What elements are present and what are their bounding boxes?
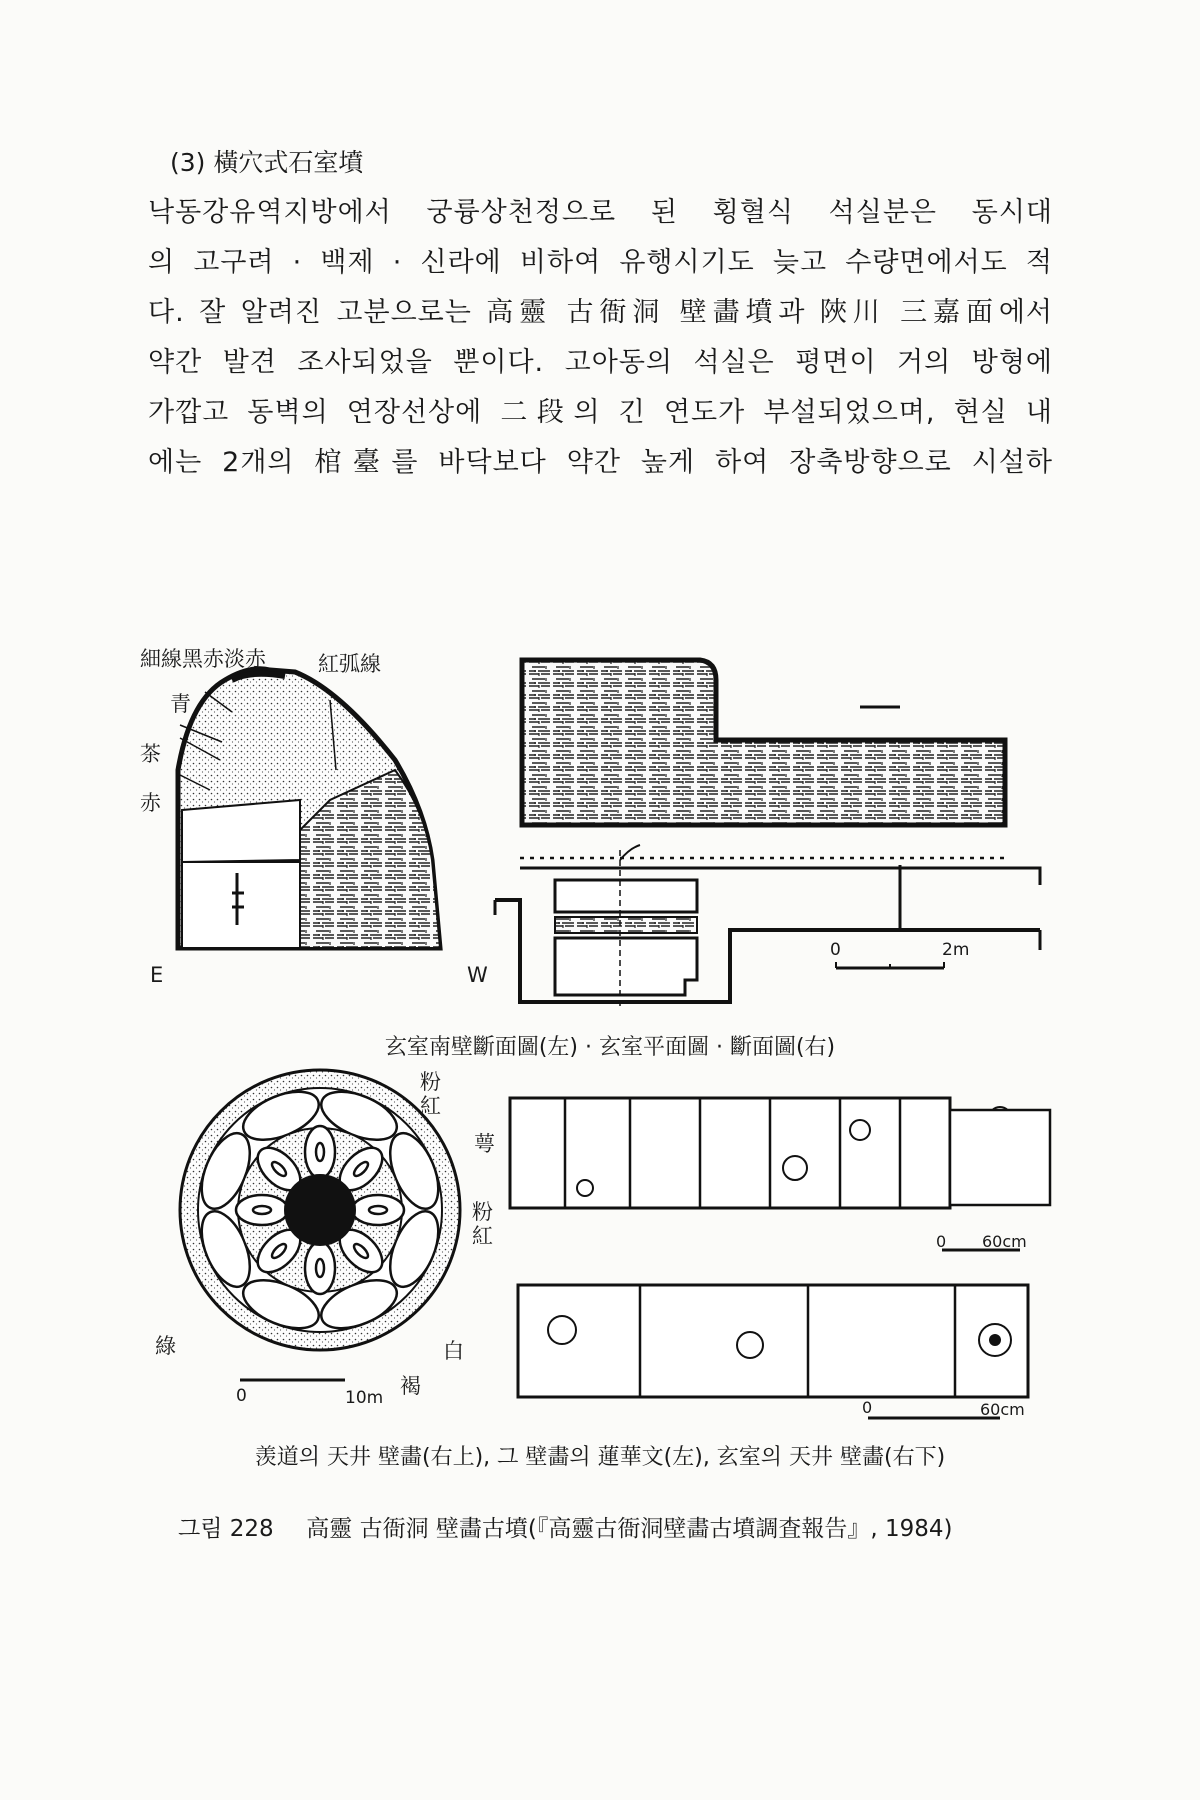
lower-scale-zero: 0 — [862, 1398, 873, 1417]
label-brown: 褐 — [400, 1374, 421, 1398]
inner-petal — [305, 1242, 335, 1294]
figure-caption — [178, 1510, 1038, 1543]
figure-title: 高靈 古衙洞 壁畵古墳(『高靈古衙洞壁畵古墳調査報告』, 1984) — [306, 1516, 953, 1542]
label-fine-lines: 細線黑赤淡赤 — [140, 647, 266, 671]
label-calyx: 萼 — [474, 1132, 495, 1156]
paragraph-line: 의 고구려 · 백제 · 신라에 비하여 유행시기도 늦고 수량면에서도 적 — [148, 247, 1053, 278]
paragraph-line: 가깝고 동벽의 연장선상에 二段의 긴 연도가 부설되었으며, 현실 내 — [148, 397, 1053, 428]
lotus-scale-10m: 10m — [345, 1388, 384, 1408]
label-east: E — [150, 963, 164, 987]
bottom-figure-caption: 羡道의 天井 壁畵(右上), 그 壁畵의 蓮華文(左), 玄室의 天井 壁畵(右下) — [254, 1445, 946, 1470]
label-blue: 青 — [170, 692, 191, 716]
label-green: 綠 — [155, 1334, 176, 1358]
paragraph-line: 낙동강유역지방에서 궁륭상천정으로 된 횡혈식 석실분은 동시대 — [148, 197, 1053, 228]
chamber-ceiling-painting-drawing — [518, 1285, 1028, 1418]
south-wall-section-drawing — [178, 669, 440, 948]
lotus-pattern-drawing — [180, 1070, 460, 1380]
inner-petal — [236, 1195, 288, 1225]
label-white: 白 — [443, 1339, 464, 1363]
label-tea: 茶 — [140, 742, 161, 766]
upper-scale-zero: 0 — [936, 1232, 947, 1251]
scale-2m: 2m — [942, 940, 970, 960]
section-heading: (3) 橫穴式石室墳 — [170, 148, 364, 177]
paragraph-line: 에는 2개의 棺臺를 바닥보다 약간 높게 하여 장축방향으로 시설하 — [148, 447, 1053, 478]
chamber-plan-drawing — [495, 845, 1040, 1010]
top-figure-caption: 玄室南壁斷面圖(左) · 玄室平面圖 · 斷面圖(右) — [384, 1035, 836, 1060]
label-red-arc: 紅弧線 — [318, 652, 381, 676]
scale-zero: 0 — [830, 940, 841, 960]
paragraph-line: 다. 잘 알려진 고분으로는 高靈 古衙洞 壁畵墳과 陜川 三嘉面에서 — [148, 297, 1053, 328]
chamber-cross-section-drawing — [522, 660, 1005, 825]
paragraph-line: 약간 발견 조사되었을 뿐이다. 고아동의 석실은 평면이 거의 방형에 — [148, 347, 1053, 378]
label-pink-red-right: 粉紅 — [472, 1200, 493, 1248]
inner-petal — [352, 1195, 404, 1225]
corridor-ceiling-painting-drawing — [510, 1098, 1050, 1250]
label-red: 赤 — [140, 791, 161, 815]
inner-petal — [305, 1126, 335, 1178]
upper-scale-60cm: 60cm — [982, 1232, 1027, 1251]
label-pink-red-top: 粉紅 — [420, 1070, 441, 1118]
lotus-scale-zero: 0 — [236, 1386, 247, 1406]
figure-number: 그림 228 — [178, 1516, 274, 1542]
lower-scale-60cm: 60cm — [980, 1400, 1025, 1419]
label-west: W — [467, 963, 488, 987]
